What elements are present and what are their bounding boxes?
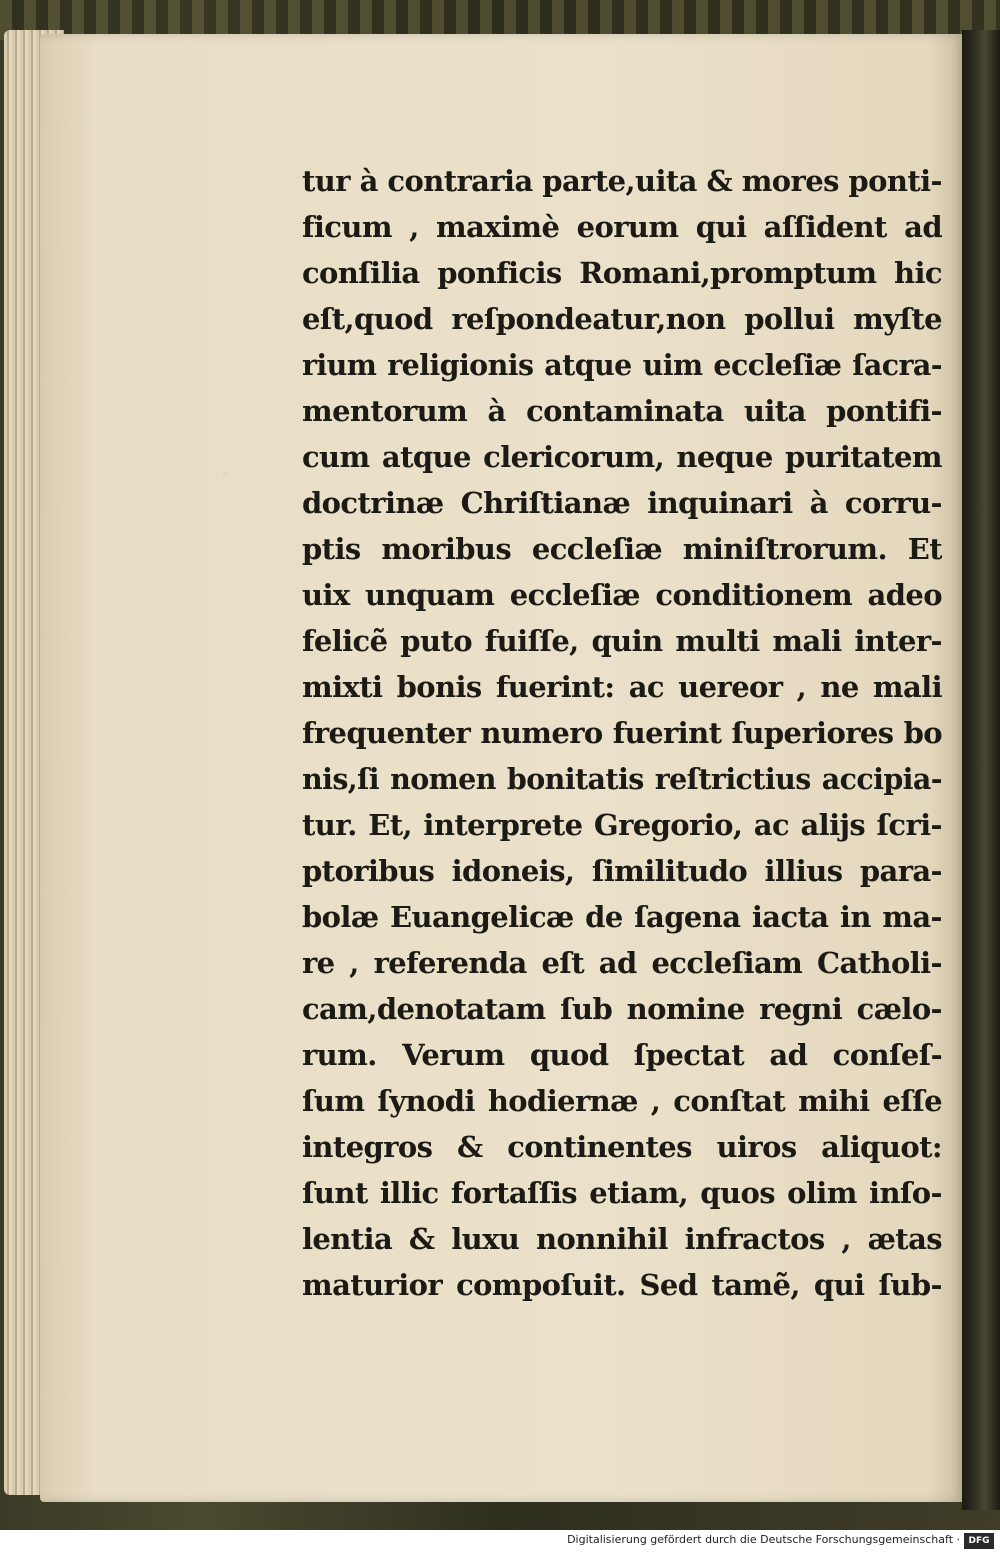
text-line: bolæ Euangelicæ de ſagena iacta in ma- bbox=[302, 900, 942, 934]
text-line: doctrinæ Chriſtianæ inquinari à corru- bbox=[302, 486, 942, 520]
text-line: nis,ſi nomen bonitatis reſtrictius accipia- bbox=[302, 762, 942, 796]
text-line: frequenter numero fuerint ſuperiores bo bbox=[302, 716, 942, 750]
text-line: lentia & luxu nonnihil infractos , ætas bbox=[302, 1222, 942, 1256]
text-line: ficum , maximè eorum qui aſſident ad bbox=[302, 210, 942, 244]
text-line: eſt,quod reſpondeatur,non pollui myſte bbox=[302, 302, 942, 336]
text-line: mixti bonis fuerint: ac uereor , ne mali bbox=[302, 670, 942, 704]
text-line: uix unquam eccleſiæ conditionem adeo bbox=[302, 578, 942, 612]
text-line: tur. Et, interprete Gregorio, ac alijs ſcri- bbox=[302, 808, 942, 842]
text-line: tur à contraria parte,uita & mores ponti- bbox=[302, 164, 942, 198]
text-line: conſilia ponficis Romani,promptum hic bbox=[302, 256, 942, 290]
text-line: cam,denotatam ſub nomine regni cælo- bbox=[302, 992, 942, 1026]
text-line: integros & continentes uiros aliquot: bbox=[302, 1130, 942, 1164]
text-line: rum. Verum quod ſpectat ad conſeſ- bbox=[302, 1038, 942, 1072]
text-line: ſum ſynodi hodiernæ , conſtat mihi eſſe bbox=[302, 1084, 942, 1118]
text-line: ptis moribus eccleſiæ miniſtrorum. Et bbox=[302, 532, 942, 566]
text-line: mentorum à contaminata uita pontifi- bbox=[302, 394, 942, 428]
text-line: ſunt illic fortaſſis etiam, quos olim inſo- bbox=[302, 1176, 942, 1210]
dfg-logo-icon: DFG bbox=[964, 1533, 994, 1549]
text-line: ptoribus idoneis, ſimilitudo illius para- bbox=[302, 854, 942, 888]
text-line: maturior compoſuit. Sed tamẽ, qui ſub- bbox=[302, 1268, 942, 1302]
text-line: felicẽ puto fuiſſe, quin multi mali inter- bbox=[302, 624, 942, 658]
funding-credit: Digitalisierung gefördert durch die Deutsche Forschungsgemeinschaft · bbox=[567, 1533, 960, 1546]
text-line: cum atque clericorum, neque puritatem bbox=[302, 440, 942, 474]
gutter-edge bbox=[962, 30, 1000, 1510]
page-text bbox=[302, 158, 942, 1308]
text-line: rium religionis atque uim eccleſiæ ſacra- bbox=[302, 348, 942, 382]
text-line: re , referenda eſt ad eccleſiam Catholi- bbox=[302, 946, 942, 980]
